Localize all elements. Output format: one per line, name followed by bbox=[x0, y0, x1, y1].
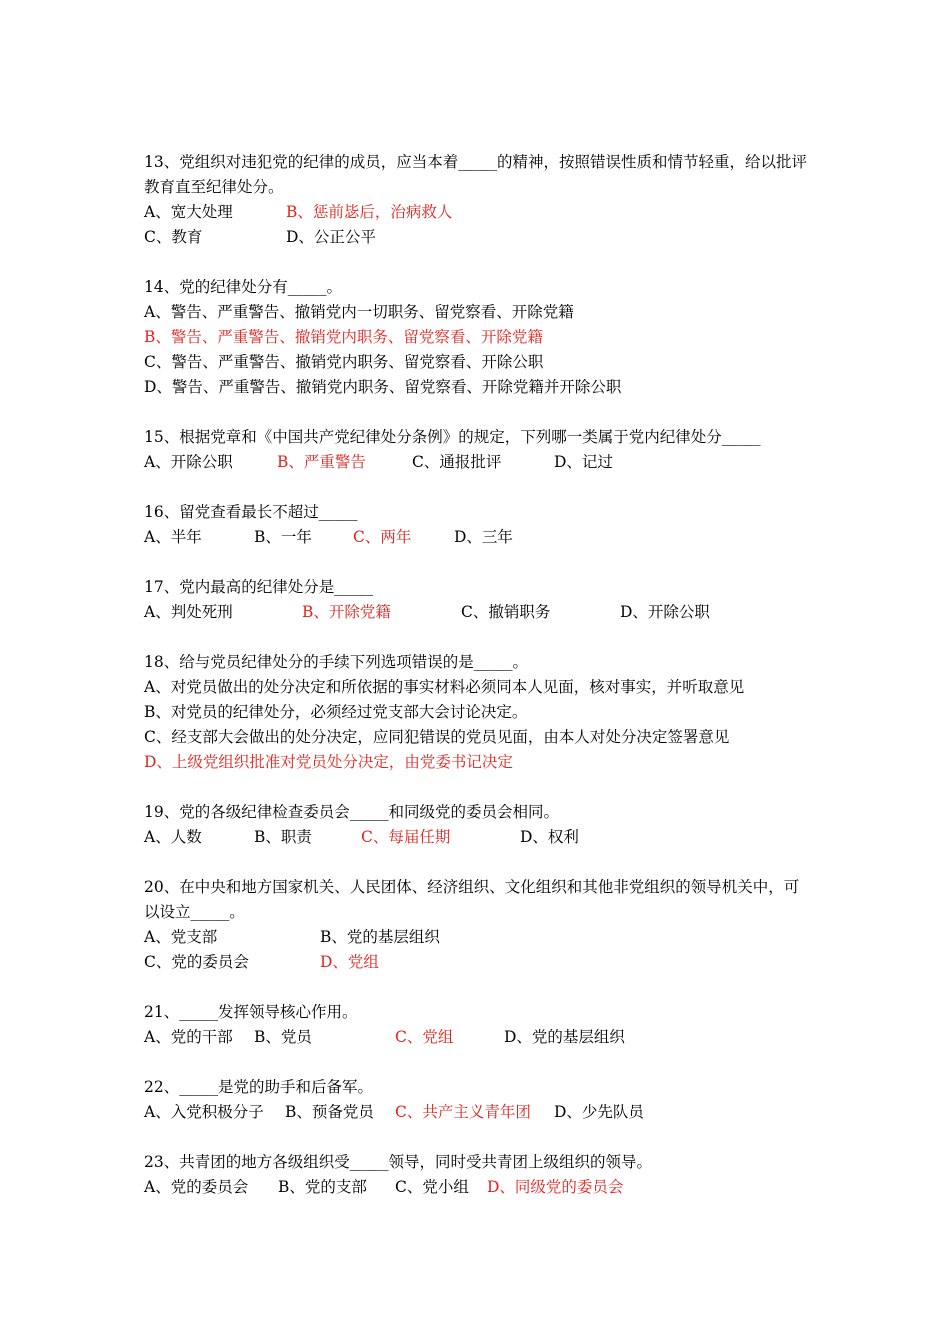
answer-option: A、半年 bbox=[144, 528, 202, 546]
correct-answer-option: C、两年 bbox=[353, 528, 412, 546]
answer-option: A、党的干部 bbox=[144, 1028, 233, 1046]
answer-option: D、公正公平 bbox=[286, 228, 376, 246]
option-row bbox=[144, 350, 814, 375]
correct-answer-option: B、警告、严重警告、撤销党内职务、留党察看、开除党籍 bbox=[144, 328, 543, 346]
answer-option: A、党支部 bbox=[144, 928, 218, 946]
answer-option: D、三年 bbox=[454, 528, 513, 546]
question-stem: 16、留党查看最长不超过_____ bbox=[144, 503, 358, 521]
correct-answer-option: C、党组 bbox=[395, 1028, 454, 1046]
question-list bbox=[144, 150, 814, 1225]
question-item bbox=[144, 275, 814, 400]
option-row bbox=[144, 200, 814, 225]
option-row bbox=[144, 750, 814, 775]
answer-option: D、少先队员 bbox=[554, 1103, 644, 1121]
correct-answer-option: B、开除党籍 bbox=[302, 603, 391, 621]
answer-option: C、党的委员会 bbox=[144, 953, 249, 971]
option-row bbox=[144, 325, 814, 350]
question-item bbox=[144, 1075, 814, 1125]
answer-option: B、预备党员 bbox=[285, 1103, 374, 1121]
answer-option: B、职责 bbox=[254, 828, 312, 846]
answer-option: B、一年 bbox=[254, 528, 312, 546]
correct-answer-option: D、党组 bbox=[320, 953, 379, 971]
option-row bbox=[144, 1175, 814, 1200]
question-item bbox=[144, 575, 814, 625]
question-stem: 19、党的各级纪律检查委员会_____和同级党的委员会相同。 bbox=[144, 803, 559, 821]
question-item bbox=[144, 800, 814, 850]
answer-option: C、经支部大会做出的处分决定，应同犯错误的党员见面，由本人对处分决定签署意见 bbox=[144, 728, 730, 746]
answer-option: C、教育 bbox=[144, 228, 203, 246]
option-row bbox=[144, 225, 814, 250]
answer-option: C、撤销职务 bbox=[461, 603, 551, 621]
question-stem: 14、党的纪律处分有_____。 bbox=[144, 278, 342, 296]
question-item bbox=[144, 150, 814, 250]
answer-option: D、警告、严重警告、撤销党内职务、留党察看、开除党籍并开除公职 bbox=[144, 378, 622, 396]
question-item bbox=[144, 500, 814, 550]
question-item bbox=[144, 650, 814, 775]
correct-answer-option: D、同级党的委员会 bbox=[487, 1178, 624, 1196]
question-stem: 22、_____是党的助手和后备军。 bbox=[144, 1078, 373, 1096]
question-item bbox=[144, 1000, 814, 1050]
correct-answer-option: C、每届任期 bbox=[361, 828, 451, 846]
answer-option: D、党的基层组织 bbox=[504, 1028, 625, 1046]
answer-option: A、入党积极分子 bbox=[144, 1103, 264, 1121]
answer-option: A、警告、严重警告、撤销党内一切职务、留党察看、开除党籍 bbox=[144, 303, 574, 321]
correct-answer-option: B、严重警告 bbox=[277, 453, 366, 471]
option-row bbox=[144, 675, 814, 700]
answer-option: C、通报批评 bbox=[412, 453, 502, 471]
question-stem: 23、共青团的地方各级组织受_____领导，同时受共青团上级组织的领导。 bbox=[144, 1153, 652, 1171]
option-row bbox=[144, 950, 814, 975]
option-row bbox=[144, 375, 814, 400]
option-row bbox=[144, 925, 814, 950]
question-stem: 18、给与党员纪律处分的手续下列选项错误的是_____。 bbox=[144, 653, 528, 671]
option-row bbox=[144, 450, 814, 475]
answer-option: A、人数 bbox=[144, 828, 202, 846]
answer-option: C、警告、严重警告、撤销党内职务、留党察看、开除公职 bbox=[144, 353, 544, 371]
option-row bbox=[144, 725, 814, 750]
question-stem: 21、_____发挥领导核心作用。 bbox=[144, 1003, 358, 1021]
answer-option: B、党员 bbox=[254, 1028, 312, 1046]
option-row bbox=[144, 600, 814, 625]
question-item bbox=[144, 875, 814, 975]
answer-option: B、党的支部 bbox=[278, 1178, 367, 1196]
answer-option: C、党小组 bbox=[395, 1178, 469, 1196]
answer-option: A、宽大处理 bbox=[144, 203, 233, 221]
answer-option: A、党的委员会 bbox=[144, 1178, 249, 1196]
question-stem: 20、在中央和地方国家机关、人民团体、经济组织、文化组织和其他非党组织的领导机关中，可以设立_____。 bbox=[144, 878, 800, 921]
option-row bbox=[144, 1100, 814, 1125]
correct-answer-option: C、共产主义青年团 bbox=[395, 1103, 531, 1121]
option-row bbox=[144, 825, 814, 850]
question-stem: 17、党内最高的纪律处分是_____ bbox=[144, 578, 373, 596]
answer-option: D、开除公职 bbox=[620, 603, 710, 621]
question-item bbox=[144, 425, 814, 475]
question-item bbox=[144, 1150, 814, 1200]
answer-option: A、对党员做出的处分决定和所依据的事实材料必须同本人见面，核对事实，并听取意见 bbox=[144, 678, 745, 696]
option-row bbox=[144, 300, 814, 325]
answer-option: A、开除公职 bbox=[144, 453, 233, 471]
question-stem: 13、党组织对违犯党的纪律的成员，应当本着_____的精神，按照错误性质和情节轻重，给以批评教育直至纪律处分。 bbox=[144, 153, 807, 196]
answer-option: B、党的基层组织 bbox=[320, 928, 440, 946]
question-stem: 15、根据党章和《中国共产党纪律处分条例》的规定，下列哪一类属于党内纪律处分_____ bbox=[144, 428, 761, 446]
option-row bbox=[144, 700, 814, 725]
option-row bbox=[144, 525, 814, 550]
answer-option: D、记过 bbox=[554, 453, 613, 471]
correct-answer-option: D、上级党组织批准对党员处分决定，由党委书记决定 bbox=[144, 753, 513, 771]
option-row bbox=[144, 1025, 814, 1050]
answer-option: B、对党员的纪律处分，必须经过党支部大会讨论决定。 bbox=[144, 703, 528, 721]
correct-answer-option: B、惩前毖后，治病救人 bbox=[286, 203, 453, 221]
answer-option: D、权利 bbox=[520, 828, 579, 846]
answer-option: A、判处死刑 bbox=[144, 603, 233, 621]
